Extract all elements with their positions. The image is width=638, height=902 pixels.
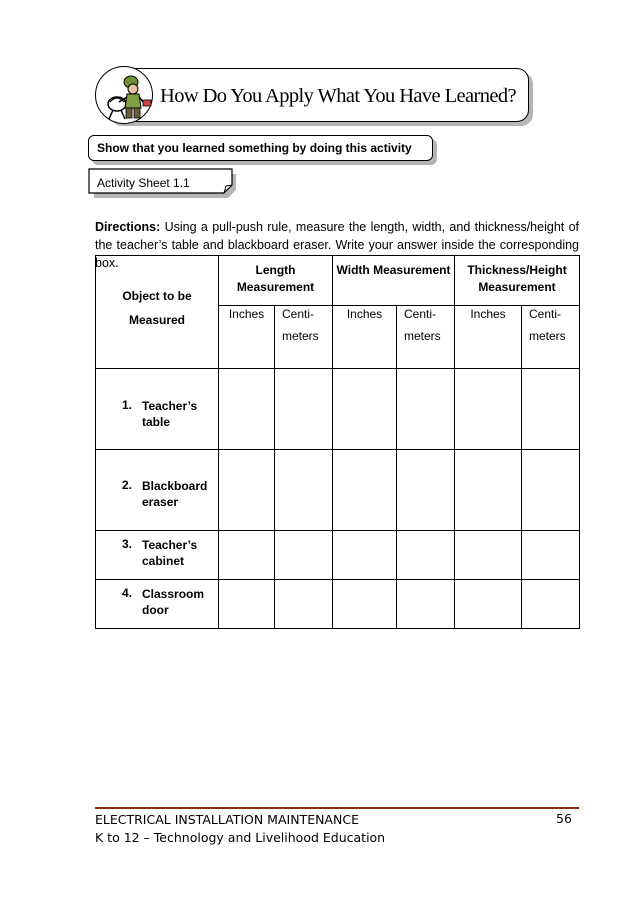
- width-inches-header: [333, 306, 397, 369]
- row-number: 2.: [122, 478, 133, 492]
- answer-cell[interactable]: [522, 531, 580, 580]
- answer-cell[interactable]: [275, 580, 333, 629]
- footer-rule: [95, 807, 579, 809]
- length-header-line1: Length: [255, 263, 296, 277]
- answer-cell[interactable]: [455, 450, 522, 531]
- directions-text: Using a pull-push rule, measure the length, width, and thickness/height of the teacher’s table and blackboard eraser. Write your answer inside the corresponding box.: [95, 220, 579, 270]
- unit-label: Centi-: [404, 307, 437, 321]
- answer-cell[interactable]: [275, 369, 333, 450]
- answer-cell[interactable]: [275, 531, 333, 580]
- row-label-text: [142, 478, 207, 510]
- thickness-inches-header: [455, 306, 522, 369]
- thickness-header-line1: Thickness/Height: [467, 263, 567, 277]
- footer-course-title: ELECTRICAL INSTALLATION MAINTENANCE: [95, 812, 359, 827]
- student-mascot-icon: [95, 64, 155, 126]
- width-cm-header: [397, 306, 455, 369]
- length-inches-header: [219, 306, 275, 369]
- row-number: 3.: [122, 537, 133, 551]
- length-header: [219, 256, 333, 306]
- answer-cell[interactable]: [333, 580, 397, 629]
- subtitle-text: Show that you learned something by doing this activity: [97, 141, 412, 155]
- unit-label: Centi-: [529, 307, 562, 321]
- answer-cell[interactable]: [522, 450, 580, 531]
- thickness-header: [455, 256, 580, 306]
- answer-cell[interactable]: [397, 369, 455, 450]
- activity-sheet-label: Activity Sheet 1.1: [97, 176, 190, 190]
- answer-cell[interactable]: [455, 531, 522, 580]
- row-number: 4.: [122, 586, 133, 600]
- row-label-text: [142, 537, 197, 569]
- table-row: [96, 450, 580, 531]
- row-label-line: cabinet: [142, 554, 185, 568]
- answer-cell[interactable]: [397, 450, 455, 531]
- row-label-text: [142, 398, 197, 430]
- answer-cell[interactable]: [522, 580, 580, 629]
- unit-label: Inches: [228, 307, 265, 321]
- row-label-text: [142, 586, 204, 618]
- row-label-line: table: [142, 415, 171, 429]
- row-label-teachers-cabinet: [96, 531, 219, 580]
- unit-label: Inches: [470, 307, 506, 321]
- footer-program: K to 12 – Technology and Livelihood Education: [95, 830, 386, 845]
- width-header: [333, 256, 455, 306]
- row-number: 1.: [122, 398, 133, 412]
- table-row: [96, 531, 580, 580]
- answer-cell[interactable]: [219, 450, 275, 531]
- answer-cell[interactable]: [219, 531, 275, 580]
- unit-label: Inches: [346, 307, 383, 321]
- unit-label: meters: [529, 329, 566, 343]
- footer-text: [95, 811, 385, 847]
- row-label-classroom-door: [96, 580, 219, 629]
- answer-cell[interactable]: [397, 580, 455, 629]
- table-row: [96, 580, 580, 629]
- length-header-line2: Measurement: [236, 280, 315, 294]
- row-label-line: door: [142, 603, 169, 617]
- answer-cell[interactable]: [219, 369, 275, 450]
- row-label-line: Teacher’s: [142, 399, 198, 413]
- row-label-line: Teacher’s: [142, 538, 198, 552]
- thickness-header-line2: Measurement: [478, 280, 556, 294]
- answer-cell[interactable]: [219, 580, 275, 629]
- row-label-line: eraser: [142, 495, 179, 509]
- row-label-blackboard-eraser: [96, 450, 219, 531]
- row-label-line: Blackboard: [142, 479, 208, 493]
- object-header-cell: [96, 256, 219, 369]
- length-cm-header: [275, 306, 333, 369]
- table-row: [96, 369, 580, 450]
- answer-cell[interactable]: [455, 369, 522, 450]
- answer-cell[interactable]: [333, 369, 397, 450]
- answer-cell[interactable]: [333, 450, 397, 531]
- thickness-cm-header: [522, 306, 580, 369]
- row-label-teachers-table: [96, 369, 219, 450]
- directions-label: Directions:: [95, 220, 161, 234]
- width-header-line1: Width Measurement: [336, 263, 451, 277]
- measurement-table: [95, 255, 580, 629]
- answer-cell[interactable]: [333, 531, 397, 580]
- row-label-line: Classroom: [142, 587, 205, 601]
- unit-label: meters: [404, 329, 441, 343]
- answer-cell[interactable]: [522, 369, 580, 450]
- unit-label: Centi-: [282, 307, 315, 321]
- page-title: How Do You Apply What You Have Learned?: [160, 85, 517, 107]
- answer-cell[interactable]: [455, 580, 522, 629]
- answer-cell[interactable]: [275, 450, 333, 531]
- unit-label: meters: [282, 329, 319, 343]
- object-header-line1: Object to be: [122, 289, 192, 303]
- page-number: 56: [556, 811, 572, 826]
- object-header-line2: Measured: [128, 313, 186, 327]
- answer-cell[interactable]: [397, 531, 455, 580]
